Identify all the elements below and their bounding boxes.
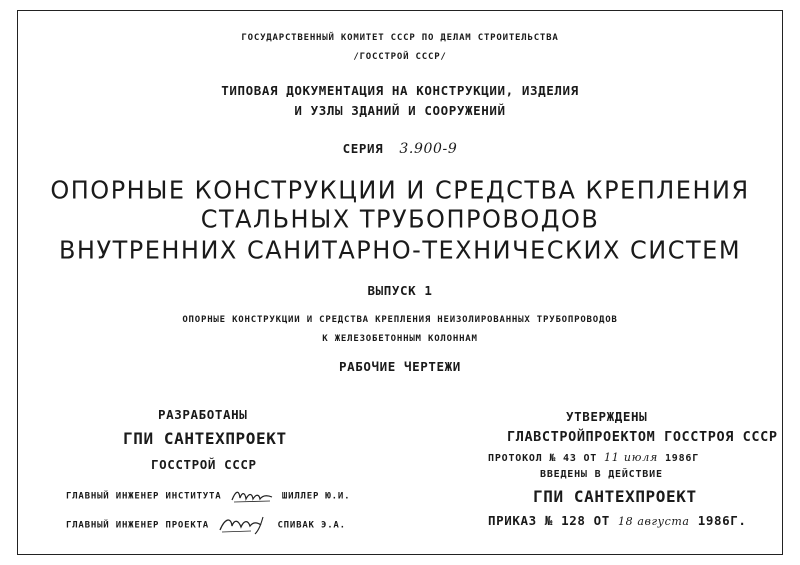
- chief-engineer-signature-icon: [230, 488, 274, 504]
- issue-description-2: К ЖЕЛЕЗОБЕТОННЫМ КОЛОННАМ: [322, 334, 478, 344]
- developed-label: РАЗРАБОТАНЫ: [158, 407, 248, 422]
- series-label: СЕРИЯ: [342, 141, 384, 156]
- issue-description-1: ОПОРНЫЕ КОНСТРУКЦИИ И СРЕДСТВА КРЕПЛЕНИЯ НЕИЗОЛИРОВАННЫХ ТРУБОПРОВОДОВ: [182, 315, 618, 325]
- enacted-label: ВВЕДЕНЫ В ДЕЙСТВИЕ: [540, 469, 663, 480]
- project-engineer-name: СПИВАК Э.А.: [277, 520, 346, 531]
- chief-engineer-name: ШИЛЛЕР Ю.И.: [281, 491, 351, 502]
- protocol-date: 11 июля: [603, 451, 659, 464]
- order-date: 18 августа: [618, 515, 690, 528]
- developed-ministry: ГОССТРОЙ СССР: [151, 457, 257, 472]
- series-value: 3.900-9: [399, 141, 458, 157]
- protocol-prefix: ПРОТОКОЛ № 43 ОТ: [488, 453, 598, 464]
- approved-org: ГЛАВСТРОЙПРОЕКТОМ ГОССТРОЯ СССР: [507, 429, 778, 445]
- project-engineer-signature-icon: [217, 514, 269, 536]
- documentation-line-1: ТИПОВАЯ ДОКУМЕНТАЦИЯ НА КОНСТРУКЦИИ, ИЗДЕЛИЯ: [221, 83, 579, 98]
- title-line-3: ВНУТРЕННИХ САНИТАРНО-ТЕХНИЧЕСКИХ СИСТЕМ: [58, 235, 742, 265]
- project-engineer-label: ГЛАВНЫЙ ИНЖЕНЕР ПРОЕКТА: [66, 520, 210, 531]
- title-line-2: СТАЛЬНЫХ ТРУБОПРОВОДОВ: [200, 204, 600, 234]
- gosstroy-line: /ГОССТРОЙ СССР/: [353, 52, 447, 62]
- order-row: [488, 513, 746, 528]
- order-year: 1986Г.: [697, 513, 747, 528]
- issue-label: ВЫПУСК 1: [367, 283, 433, 298]
- series-line: [0, 141, 800, 157]
- developed-org: ГПИ САНТЕХПРОЕКТ: [123, 429, 287, 448]
- chief-engineer-label: ГЛАВНЫЙ ИНЖЕНЕР ИНСТИТУТА: [66, 491, 222, 502]
- title-line-1: ОПОРНЫЕ КОНСТРУКЦИИ И СРЕДСТВА КРЕПЛЕНИЯ: [50, 175, 750, 205]
- protocol-year: 1986Г: [664, 453, 700, 464]
- chief-engineer-row: [66, 488, 350, 504]
- project-engineer-row: [66, 514, 346, 536]
- approved-label: УТВЕРЖДЕНЫ: [566, 409, 648, 424]
- working-drawings-label: РАБОЧИЕ ЧЕРТЕЖИ: [339, 359, 461, 374]
- documentation-line-2: И УЗЛЫ ЗДАНИЙ И СООРУЖЕНИЙ: [294, 103, 506, 118]
- committee-line: ГОСУДАРСТВЕННЫЙ КОМИТЕТ СССР ПО ДЕЛАМ СТРОИТЕЛЬСТВА: [241, 33, 559, 43]
- order-prefix: ПРИКАЗ № 128 ОТ: [488, 513, 610, 528]
- enacted-org: ГПИ САНТЕХПРОЕКТ: [533, 487, 697, 506]
- protocol-row: [488, 451, 699, 464]
